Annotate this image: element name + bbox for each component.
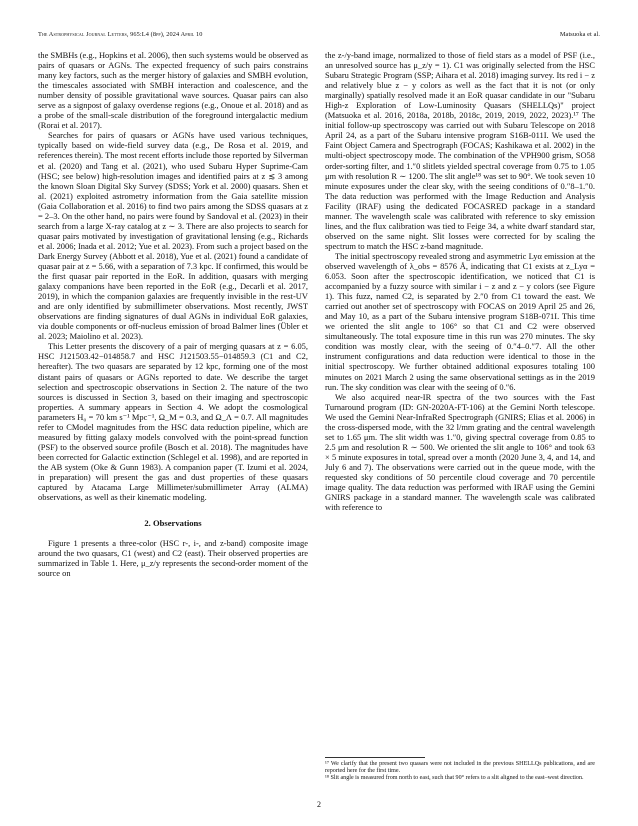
paragraph: the z-/y-band image, normalized to those of field stars as a model of PSF (i.e., an unresolved source has μ_z/y = 1). C1 was originally selected from the HSC Subaru Strategic Program (SSP; Aihara et al. 2018) imaging survey. Its red i − z and relatively blue z − y colors as well as the fact that it is not (or only marginally) spatially resolved made it an EoR quasar candidate in our "Subaru High-z Exploration of Low-Luminosity Quasars (SHELLQs)" project (Matsuoka et al. 2016, 2018a, 2018b, 2018c, 2019, 2019, 2022, 2023).¹⁷ The initial follow-up spectroscopy was carried out with Subaru Telescope on 2018 April 24, as a part of the Subaru intensive program S16B-011I. We used the Faint Object Camera and Spectrograph (FOCAS; Kashikawa et al. 2002) in the multi-object spectroscopy mode. The combination of the VPH900 grism, SO58 order-sorting filter, and 1.″0 slitlets yielded spectral coverage from 0.75 to 1.05 μm with resolution R ∼ 1200. The slit angle¹⁸ was set to 90°. We took seven 10 minute exposures under the clear sky, with the seeing conditions of 0.″8–1.″0. The data reduction was performed with the Image Reduction and Analysis Facility (IRAF) using the dedicated FOCASRED package in a standard manner. The wavelength scale was calibrated with reference to sky emission lines, and the flux calibration was tied to Feige 34, a white dwarf standard star, observed on the same night. Slit losses were corrected for by scaling the spectrum to match the HSC z-band magnitude. — [325, 50, 595, 251]
footnote-divider — [325, 757, 425, 758]
right-column — [325, 50, 595, 512]
paragraph: This Letter presents the discovery of a pair of merging quasars at z = 6.05, HSC J121503.42−014858.7 and HSC J121503.55−014859.3 (C1 and C2, hereafter). The two quasars are separated by 12 kpc, forming one of the most distant pairs of quasars or AGNs reported to date. We describe the target selection and spectroscopic observations in Section 2. The nature of the two sources is discussed in Section 3, based on their imaging and spectroscopic properties. A summary appears in Section 4. We adopt the cosmological parameters H₀ = 70 km s⁻¹ Mpc⁻¹, Ω_M = 0.3, and Ω_Λ = 0.7. All magnitudes refer to CModel magnitudes from the HSC data reduction pipeline, which are measured by fitting galaxy models convolved with the point-spread function (PSF) to the observed source profile (Bosch et al. 2018). The magnitudes have been corrected for Galactic extinction (Schlegel et al. 1998), and are reported in the AB system (Oke & Gunn 1983). A companion paper (T. Izumi et al. 2024, in preparation) will present the gas and dust properties of these quasars captured by Atacama Large Millimeter/submillimeter Array (ALMA) observations, as well as their kinematic modeling. — [38, 341, 308, 503]
paragraph: We also acquired near-IR spectra of the two sources with the Fast Turnaround program (ID: GN-2020A-FT-106) at the Gemini North telescope. We used the Gemini Near-InfraRed Spectrograph (GNIRS; Elias et al. 2006) in the cross-dispersed mode, with the 32 l/mm grating and the central wavelength set to 1.65 μm. The slit width was 1.″0, giving spectral coverage from 0.85 to 2.5 μm and resolution R ∼ 500. We oriented the slit angle to 106° and took 63 × 5 minute exposures in total, spread over a month (2020 June 3, 4, and 14, and July 6 and 7). The observations were carried out in the queue mode, with the requested sky conditions of 50 percentile cloud coverage and 70 percentile image quality. The data reduction was performed with IRAF using the Gemini GNIRS package in a standard manner. The wavelength scale was calibrated with reference to — [325, 391, 595, 513]
paragraph: Searches for pairs of quasars or AGNs have used various techniques, typically based on wide-field survey data (e.g., De Rosa et al. 2019, and references therein). The most recent efforts include those reported by Silverman et al. (2020) and Tang et al. (2021), who used Subaru Hyper Suprime-Cam (HSC; see below) high-resolution images and identified pairs at z ≲ 3 among the known Sloan Digital Sky Survey (SDSS; York et al. 2000) quasars. Shen et al. (2021) exploited astrometry information from the Gaia satellite mission (Gaia Collaboration et al. 2016) to find two pairs among the SDSS quasars at z = 2–3. On the other hand, no pairs were found by Sandoval et al. (2023) in their search from a large X-ray catalog at z ∼ 3. There are also projects to search for quasar pairs motivated by investigation of gravitational lensing (e.g., Richards et al. 2006; Inada et al. 2012; Yue et al. 2023). From such a project based on the Dark Energy Survey (Abbott et al. 2018), Yue et al. (2021) found a candidate of quasar pair at z = 5.66, with a separation of 7.3 kpc. If confirmed, this would be the first quasar pair reported in the EoR. In addition, quasars with merging galaxy companions have been reported in the EoR (e.g., Decarli et al. 2017, 2019), in which the companion galaxies are frequently invisible in the rest-UV and are only identified by submillimeter observations. Most recently, JWST observations are finding signatures of dual AGNs in individual EoR galaxies, via double components or off-nucleus emission of broad Balmer lines (Übler et al. 2023; Maiolino et al. 2023). — [38, 130, 308, 342]
footnote-18: ¹⁸ Slit angle is measured from north to east, such that 90° refers to a slit aligned to the east–west direction. — [325, 775, 584, 782]
paragraph: the SMBHs (e.g., Hopkins et al. 2006), then such systems would be observed as pairs of quasars or AGNs. The expected frequency of such pairs constrains many key factors, such as the merger history of galaxies and SMBH evolution, the timescales associated with SMBH interaction and coalescence, and the number density of possible gravitational wave sources. Quasar pairs can also serve as a signpost of galaxy overdense regions (e.g., Onoue et al. 2018) and as a probe of the small-scale distribution of the foreground intergalactic medium (Rorai et al. 2017). — [38, 50, 308, 131]
journal-citation: The Astrophysical Journal Letters, 965:L4 (8pp), 2024 April 10 — [38, 31, 203, 38]
left-column — [38, 50, 308, 578]
paragraph: Figure 1 presents a three-color (HSC r-, i-, and z-band) composite image around the two quasars, C1 (west) and C2 (east). Their observed properties are summarized in Table 1. Here, μ_z/y represents the second-order moment of the source on — [38, 538, 308, 579]
paragraph: The initial spectroscopy revealed strong and asymmetric Lyα emission at the observed wavelength of λ_obs = 8576 Å, indicating that C1 exists at z_Lyα = 6.053. Soon after the spectroscopic identification, we noticed that C1 is accompanied by a fuzzy source with similar i − z and z − y colors (see Figure 1). This fuzz, named C2, is separated by 2.″0 from C1 toward the east. We carried out another set of spectroscopy with FOCAS on 2019 April 25 and 26, and May 10, as a part of the Subaru intensive program S18B-071I. This time we oriented the slit angle to 106° so that C1 and C2 were observed simultaneously. The total exposure time in this run was 270 minutes. The sky condition was mostly clear, with the seeing of 0.″4–0.″7. All the other instrument configurations and data reduction were identical to those in the initial spectroscopy. We further obtained additional exposures totaling 100 minutes on 2021 March 2 using the same observational settings as in the 2019 run. The sky condition was clear with the seeing of 0.″6. — [325, 250, 595, 392]
page-number: 2 — [317, 800, 321, 809]
section-heading: 2. Observations — [144, 518, 202, 529]
author-label: Matsuoka et al. — [559, 31, 600, 38]
footnotes — [325, 761, 595, 783]
running-header — [38, 31, 600, 38]
footnote-17: ¹⁷ We clarify that the present two quasars were not included in the previous SHELLQs publications, and are reported here for the first time. — [325, 761, 595, 775]
